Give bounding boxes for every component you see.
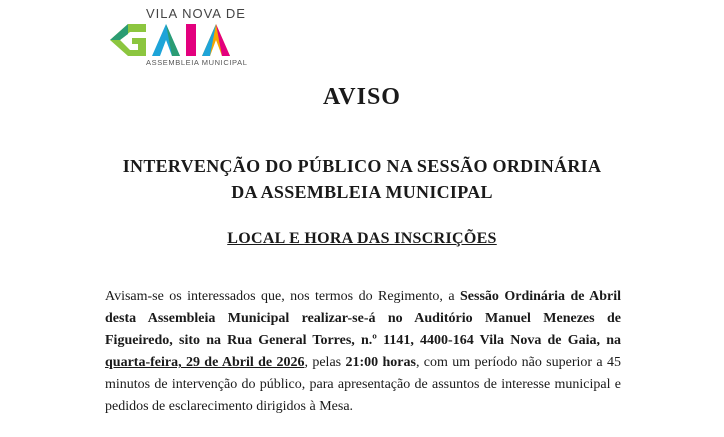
paragraph-time: 21:00 horas xyxy=(345,355,416,370)
paragraph-text-3: , com um período não superior a 45 minutos de intervenção do público, para apresentação de assuntos de interesse municipal e pedidos de esclarecimento dirigidos à Mesa. xyxy=(105,355,621,414)
paragraph-text-2: , pelas xyxy=(304,355,346,370)
notice-paragraph xyxy=(105,286,621,418)
logo-town: VILA NOVA DE xyxy=(146,6,246,21)
gaia-wordmark-icon xyxy=(110,22,260,58)
section-title: LOCAL E HORA DAS INSCRIÇÕES xyxy=(227,230,497,247)
paragraph-date: quarta-feira, 29 de Abril de 2026 xyxy=(105,355,305,370)
headline xyxy=(0,153,724,205)
headline-line-2: DA ASSEMBLEIA MUNICIPAL xyxy=(231,182,493,202)
document-title: AVISO xyxy=(323,84,401,110)
gaia-logo xyxy=(110,6,260,70)
headline-line-1: INTERVENÇÃO DO PÚBLICO NA SESSÃO ORDINÁRIA xyxy=(122,156,602,176)
logo-assembly: ASSEMBLEIA MUNICIPAL xyxy=(146,58,248,67)
paragraph-text-1: Avisam-se os interessados que, nos termos do Regimento, a xyxy=(105,289,461,304)
paragraph-bold-1: Sessão Ordinária de Abril desta Assembleia Municipal realizar-se-á no Auditório Manuel Menezes de Figueiredo, sito na Rua General Torres, n.º 1141, 4400-164 Vila Nova de Gaia, na xyxy=(105,289,621,348)
